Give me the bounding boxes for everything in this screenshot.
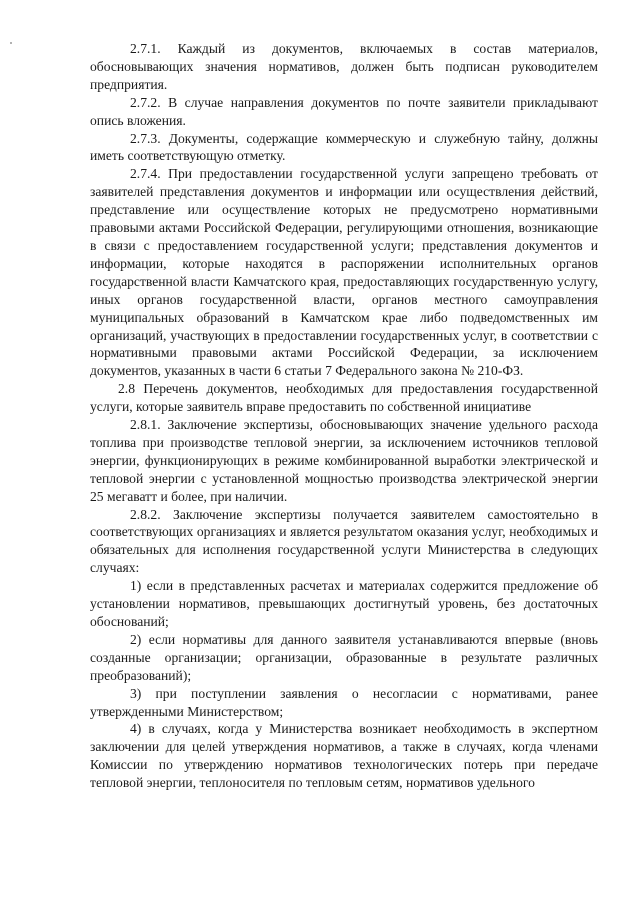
- list-item-1: 1) если в представленных расчетах и материалах содержится предложение об установлении нормативов, превышающих достигнутый уровень, без достаточных обоснований;: [90, 578, 598, 629]
- paragraph-2-7-4: 2.7.4. При предоставлении государственной услуги запрещено требовать от заявителей представления документов и информации или осуществления действий, представление или осуществление которых не предусмотрено нормативными правовыми актами Российской Федерации, регулирующими отношения, возникающие в связи с предоставлением государственной услуги; представления документов и информации, которые находятся в распоряжении исполнительных органов государственной власти Камчатского края, предоставляющих государственную услугу, иных органов государственной власти, органов местного самоуправления муниципальных образований в Камчатском крае либо подведомственных им организаций, участвующих в предоставлении государственных услуг, в соответствии с нормативными правовыми актами Российской Федерации, за исключением документов, указанных в части 6 статьи 7 Федерального закона № 210-ФЗ.: [90, 166, 598, 379]
- list-item-4: 4) в случаях, когда у Министерства возникает необходимость в экспертном заключении для целей утверждения нормативов, а также в случаях, когда членами Комиссии по утверждению нормативов технологических потерь при передаче тепловой энергии, теплоносителя по тепловым сетям, нормативов удельного: [90, 721, 598, 791]
- section-heading-2-8: 2.8 Перечень документов, необходимых для предоставления государственной услуги, которые заявитель вправе предоставить по собственной инициативе: [90, 381, 598, 415]
- scan-speck: [10, 42, 12, 44]
- list-item-2: 2) если нормативы для данного заявителя устанавливаются впервые (вновь созданные организации; организации, образованные в результате различных преобразований);: [90, 631, 598, 683]
- paragraph-2-8-1: 2.8.1. Заключение экспертизы, обосновывающих значение удельного расхода топлива при производстве тепловой энергии, за исключением источников тепловой энергии, функционирующих в режиме комбинированной выработки электрической и тепловой энергии с установленной мощностью производства электрической энергии 25 мегаватт и более, при наличии.: [90, 417, 598, 504]
- list-item-3: 3) при поступлении заявления о несогласии с нормативами, ранее утвержденными Министерством;: [90, 685, 598, 719]
- paragraph-2-7-3: 2.7.3. Документы, содержащие коммерческую и служебную тайну, должны иметь соответствующую отметку.: [90, 130, 598, 164]
- paragraph-2-8-2: 2.8.2. Заключение экспертизы получается заявителем самостоятельно в соответствующих организациях и является результатом оказания услуг, необходимых и обязательных для исполнения государственной услуги Министерства в следующих случаях:: [90, 506, 598, 576]
- document-page: [90, 40, 598, 792]
- paragraph-2-7-2: 2.7.2. В случае направления документов по почте заявители прикладывают опись вложения.: [90, 94, 598, 128]
- paragraph-2-7-1: 2.7.1. Каждый из документов, включаемых в состав материалов, обосновывающих значения нормативов, должен быть подписан руководителем предприятия.: [90, 41, 598, 92]
